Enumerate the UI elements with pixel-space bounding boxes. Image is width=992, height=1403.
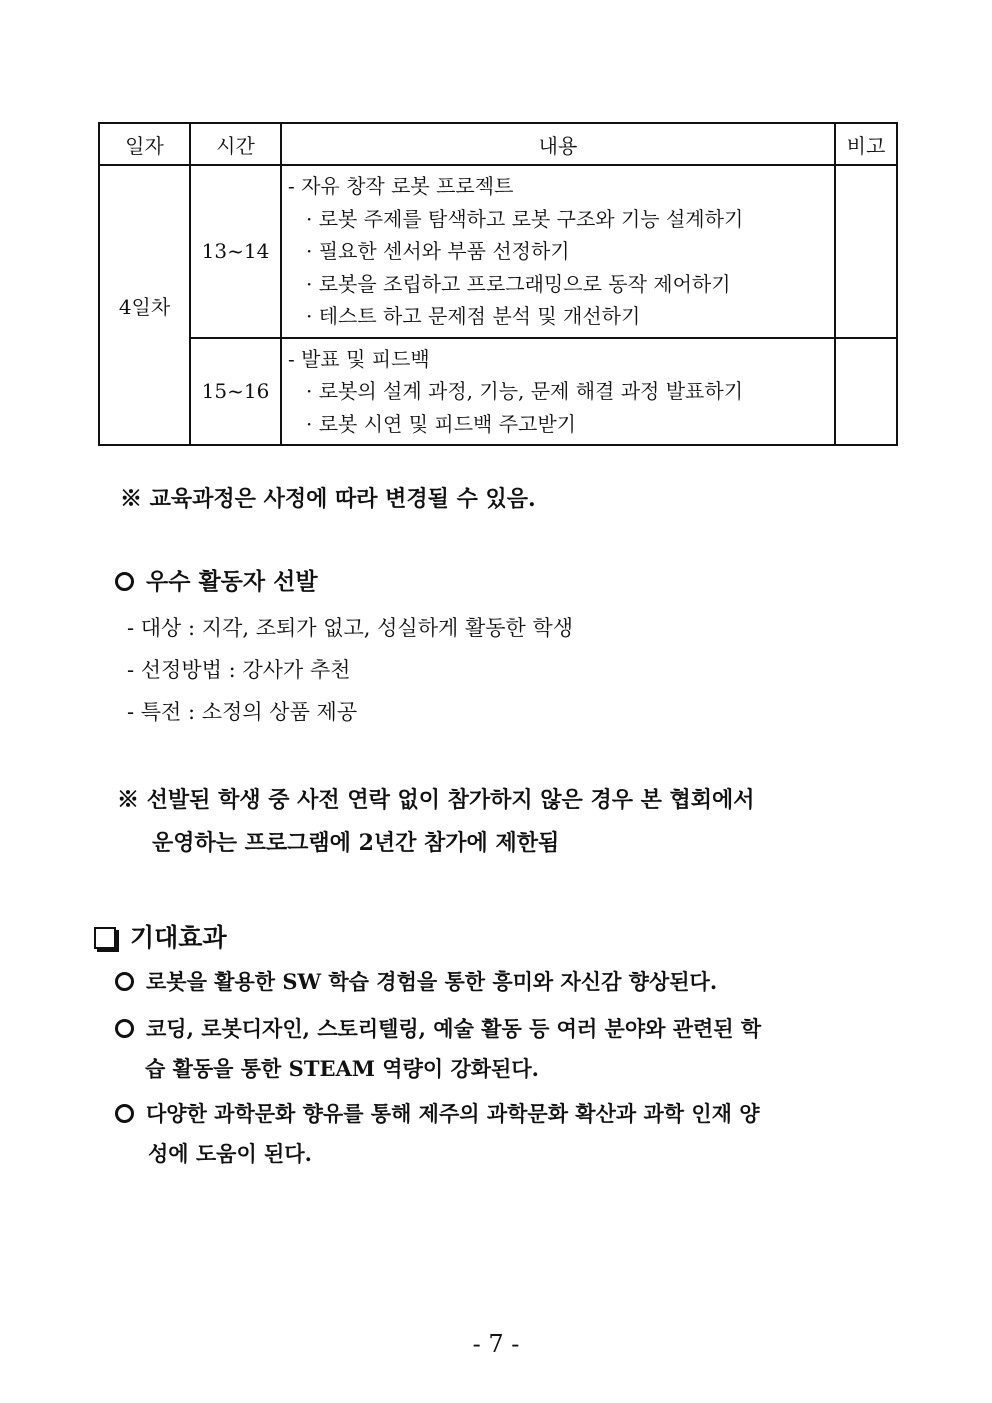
square-bullet-icon: [94, 927, 116, 949]
circle-bullet-icon: [115, 1104, 134, 1123]
circle-bullet-icon: [115, 572, 134, 591]
time-cell: 13~14: [190, 165, 281, 338]
header-content: 내용: [281, 123, 835, 165]
content-line: - 발표 및 피드백: [288, 346, 430, 371]
content-line: · 로봇을 조립하고 프로그래밍으로 동작 제어하기: [306, 271, 731, 296]
table-header-row: [99, 123, 897, 165]
expected-effects-heading: [94, 918, 227, 954]
content-line: · 로봇 시연 및 피드백 주고받기: [306, 411, 576, 436]
expected-effects-heading-text: 기대효과: [130, 923, 227, 952]
content-cell: [281, 165, 835, 338]
table-row: [99, 338, 897, 446]
header-date: 일자: [99, 123, 190, 165]
effect-text: 코딩, 로봇디자인, 스토리텔링, 예술 활동 등 여러 분야와 관련된 학: [146, 1016, 762, 1041]
content-line: · 필요한 센서와 부품 선정하기: [306, 239, 570, 263]
participation-notice-line1: ※ 선발된 학생 중 사전 연락 없이 참가하지 않은 경우 본 협회에서: [117, 787, 755, 813]
effect-text-continued: 습 활동을 통한 STEAM 역량이 강화된다.: [145, 1056, 539, 1081]
content-line: - 자유 창작 로봇 프로젝트: [288, 174, 514, 198]
circle-bullet-icon: [115, 972, 134, 991]
schedule-table: [98, 122, 898, 446]
selection-item: - 특전 : 소정의 상품 제공: [127, 700, 358, 724]
day-cell: 4일차: [99, 165, 190, 445]
time-cell: 15~16: [190, 338, 281, 446]
selection-item: - 대상 : 지각, 조퇴가 없고, 성실하게 활동한 학생: [127, 616, 574, 640]
effect-item: [115, 966, 717, 996]
content-line: · 테스트 하고 문제점 분석 및 개선하기: [306, 304, 641, 328]
effect-text-continued: 성에 도움이 된다.: [148, 1141, 312, 1166]
participation-notice-line2: 운영하는 프로그램에 2년간 참가에 제한됨: [152, 830, 560, 856]
effect-item: [115, 1013, 761, 1043]
selection-item: - 선정방법 : 강사가 추천: [127, 658, 351, 682]
content-line: · 로봇의 설계 과정, 기능, 문제 해결 과정 발표하기: [306, 379, 744, 403]
curriculum-notice: ※ 교육과정은 사정에 따라 변경될 수 있음.: [120, 486, 536, 512]
effect-text: 다양한 과학문화 향유를 통해 제주의 과학문화 확산과 과학 인재 양: [146, 1101, 760, 1126]
note-cell: [835, 338, 897, 446]
content-line: · 로봇 주제를 탐색하고 로봇 구조와 기능 설계하기: [306, 206, 744, 231]
effect-item: [115, 1098, 760, 1128]
effect-text: 로봇을 활용한 SW 학습 경험을 통한 흥미와 자신감 향상된다.: [146, 969, 718, 994]
table-row: [99, 165, 897, 338]
content-cell: [281, 338, 835, 446]
header-note: 비고: [835, 123, 897, 165]
header-time: 시간: [190, 123, 281, 165]
circle-bullet-icon: [115, 1019, 134, 1038]
selection-heading-text: 우수 활동자 선발: [146, 568, 318, 595]
note-cell: [835, 165, 897, 338]
selection-heading: [115, 563, 318, 596]
page-number: - 7 -: [472, 1330, 520, 1358]
